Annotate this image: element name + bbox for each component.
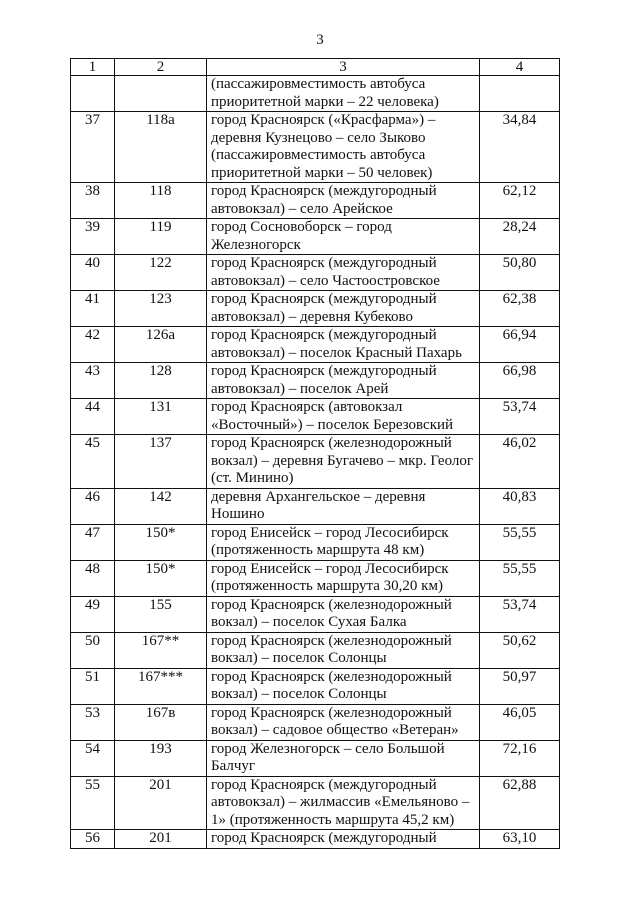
row-number-cell: 51 xyxy=(71,668,115,704)
route-description-line: город Енисейск – город Лесосибирск xyxy=(211,524,449,541)
route-description-line: 1» (протяженность маршрута 45,2 км) xyxy=(211,811,455,828)
value-cell: 53,74 xyxy=(480,596,560,632)
route-description-line: автовокзал) – жилмассив «Емельяново – xyxy=(211,794,470,810)
route-description-line: город Красноярск (железнодорожный xyxy=(211,435,452,451)
route-description-cell xyxy=(207,632,480,668)
value-cell: 40,83 xyxy=(480,488,560,524)
route-number-cell: 123 xyxy=(115,291,207,327)
row-number-cell: 44 xyxy=(71,399,115,435)
route-description-line: (ст. Минино) xyxy=(211,470,294,486)
route-number-cell: 118 xyxy=(115,183,207,219)
route-number-cell: 201 xyxy=(115,830,207,849)
route-description-cell xyxy=(207,327,480,363)
header-cell-3: 3 xyxy=(207,59,480,76)
route-description-cell xyxy=(207,740,480,776)
value-cell: 53,74 xyxy=(480,399,560,435)
route-description-line: приоритетной марки – 50 человек) xyxy=(211,164,433,181)
route-number-cell: 167*** xyxy=(115,668,207,704)
route-description-cell xyxy=(207,291,480,327)
table-row xyxy=(71,435,560,489)
row-number-cell: 48 xyxy=(71,560,115,596)
route-description-line: город Красноярск (железнодорожный xyxy=(211,668,452,685)
value-cell: 28,24 xyxy=(480,219,560,255)
table-row xyxy=(71,632,560,668)
route-description-cell xyxy=(207,112,480,183)
route-description-line: город Енисейск – город Лесосибирск xyxy=(211,560,449,577)
route-number-cell: 201 xyxy=(115,776,207,830)
value-cell: 66,94 xyxy=(480,327,560,363)
route-number-cell: 128 xyxy=(115,363,207,399)
table-row xyxy=(71,327,560,363)
route-description-cell xyxy=(207,219,480,255)
route-description-line: вокзал) – поселок Солонцы xyxy=(211,686,387,702)
table-row xyxy=(71,524,560,560)
value-cell: 63,10 xyxy=(480,830,560,849)
table-row xyxy=(71,291,560,327)
value-cell: 62,12 xyxy=(480,183,560,219)
table-row xyxy=(71,76,560,112)
route-description-line: город Красноярск (междугородный xyxy=(211,255,437,271)
route-description-line: город Красноярск («Красфарма») – xyxy=(211,112,436,128)
route-description-line: город Красноярск (железнодорожный xyxy=(211,704,452,721)
route-description-line: Ношино xyxy=(211,506,265,522)
header-cell-1: 1 xyxy=(71,59,115,76)
row-number-cell: 43 xyxy=(71,363,115,399)
header-row xyxy=(71,59,560,76)
row-number-cell: 41 xyxy=(71,291,115,327)
route-number-cell: 126а xyxy=(115,327,207,363)
header-cell-2: 2 xyxy=(115,59,207,76)
row-number-cell xyxy=(71,76,115,112)
route-description-line: вокзал) – поселок Сухая Балка xyxy=(211,614,407,630)
table-row xyxy=(71,363,560,399)
route-description-line: вокзал) – садовое общество «Ветеран» xyxy=(211,722,459,738)
table-row xyxy=(71,488,560,524)
row-number-cell: 53 xyxy=(71,704,115,740)
value-cell: 46,05 xyxy=(480,704,560,740)
table-row xyxy=(71,830,560,849)
route-description-line: (пассажировместимость автобуса xyxy=(211,76,426,92)
route-description-line: автовокзал) – деревня Кубеково xyxy=(211,308,413,325)
value-cell: 66,98 xyxy=(480,363,560,399)
table-row xyxy=(71,668,560,704)
route-description-line: город Красноярск (автовокзал xyxy=(211,399,403,415)
route-description-cell xyxy=(207,830,480,849)
row-number-cell: 49 xyxy=(71,596,115,632)
table-row xyxy=(71,776,560,830)
route-description-cell xyxy=(207,399,480,435)
route-description-line: (протяженность маршрута 48 км) xyxy=(211,542,425,558)
route-description-line: город Сосновоборск – город xyxy=(211,219,392,235)
table-row xyxy=(71,219,560,255)
row-number-cell: 38 xyxy=(71,183,115,219)
value-cell: 34,84 xyxy=(480,112,560,183)
route-description-cell xyxy=(207,776,480,830)
route-description-line: автовокзал) – поселок Красный Пахарь xyxy=(211,344,462,361)
route-number-cell: 193 xyxy=(115,740,207,776)
row-number-cell: 46 xyxy=(71,488,115,524)
route-description-line: (пассажировместимость автобуса xyxy=(211,147,426,163)
value-cell: 50,97 xyxy=(480,668,560,704)
route-number-cell: 137 xyxy=(115,435,207,489)
route-number-cell: 131 xyxy=(115,399,207,435)
route-description-line: автовокзал) – село Арейское xyxy=(211,200,393,217)
route-description-line: деревня Архангельское – деревня xyxy=(211,488,426,505)
route-description-line: «Восточный») – поселок Березовский xyxy=(211,416,454,433)
header-cell-4: 4 xyxy=(480,59,560,76)
route-description-cell xyxy=(207,488,480,524)
route-description-cell xyxy=(207,704,480,740)
route-number-cell: 167в xyxy=(115,704,207,740)
route-description-line: (протяженность маршрута 30,20 км) xyxy=(211,578,443,594)
route-number-cell: 122 xyxy=(115,255,207,291)
route-description-cell xyxy=(207,183,480,219)
route-description-cell xyxy=(207,668,480,704)
route-description-cell xyxy=(207,363,480,399)
route-description-cell xyxy=(207,435,480,489)
value-cell: 50,62 xyxy=(480,632,560,668)
route-description-line: город Красноярск (междугородный xyxy=(211,363,437,379)
value-cell: 46,02 xyxy=(480,435,560,489)
route-description-cell xyxy=(207,524,480,560)
route-number-cell: 150* xyxy=(115,524,207,560)
value-cell: 50,80 xyxy=(480,255,560,291)
routes-table xyxy=(70,58,560,849)
route-description-line: вокзал) – поселок Солонцы xyxy=(211,650,387,666)
row-number-cell: 42 xyxy=(71,327,115,363)
route-description-line: город Красноярск (междугородный xyxy=(211,183,437,199)
route-number-cell xyxy=(115,76,207,112)
route-description-line: город Красноярск (междугородный xyxy=(211,291,437,307)
row-number-cell: 40 xyxy=(71,255,115,291)
route-description-line: город Железногорск – село Большой xyxy=(211,740,445,757)
route-description-line: автовокзал) – село Частоостровское xyxy=(211,272,440,289)
table-row xyxy=(71,183,560,219)
route-description-line: город Красноярск (междугородный xyxy=(211,776,437,793)
route-description-line: город Красноярск (железнодорожный xyxy=(211,596,452,613)
route-number-cell: 118а xyxy=(115,112,207,183)
route-description-line: Балчуг xyxy=(211,758,256,774)
row-number-cell: 39 xyxy=(71,219,115,255)
route-description-line: Железногорск xyxy=(211,236,301,253)
route-description-line: автовокзал) – поселок Арей xyxy=(211,380,389,397)
table-row xyxy=(71,255,560,291)
table-row xyxy=(71,112,560,183)
row-number-cell: 37 xyxy=(71,112,115,183)
route-number-cell: 119 xyxy=(115,219,207,255)
route-description-line: город Красноярск (железнодорожный xyxy=(211,632,452,649)
route-number-cell: 150* xyxy=(115,560,207,596)
table-row xyxy=(71,596,560,632)
route-number-cell: 142 xyxy=(115,488,207,524)
value-cell xyxy=(480,76,560,112)
route-number-cell: 155 xyxy=(115,596,207,632)
value-cell: 55,55 xyxy=(480,560,560,596)
value-cell: 62,38 xyxy=(480,291,560,327)
route-description-cell xyxy=(207,255,480,291)
row-number-cell: 45 xyxy=(71,435,115,489)
route-description-line: деревня Кузнецово – село Зыково xyxy=(211,129,426,146)
table-row xyxy=(71,740,560,776)
row-number-cell: 55 xyxy=(71,776,115,830)
route-description-line: вокзал) – деревня Бугачево – мкр. Геолог xyxy=(211,452,474,469)
route-description-line: приоритетной марки – 22 человека) xyxy=(211,93,439,110)
row-number-cell: 54 xyxy=(71,740,115,776)
route-description-line: город Красноярск (междугородный xyxy=(211,327,437,343)
value-cell: 72,16 xyxy=(480,740,560,776)
route-description-cell xyxy=(207,596,480,632)
route-description-cell xyxy=(207,560,480,596)
row-number-cell: 50 xyxy=(71,632,115,668)
value-cell: 62,88 xyxy=(480,776,560,830)
route-description-line: город Красноярск (междугородный xyxy=(211,830,437,846)
table-row xyxy=(71,560,560,596)
table-row xyxy=(71,399,560,435)
route-description-cell xyxy=(207,76,480,112)
route-number-cell: 167** xyxy=(115,632,207,668)
row-number-cell: 56 xyxy=(71,830,115,849)
table-row xyxy=(71,704,560,740)
row-number-cell: 47 xyxy=(71,524,115,560)
value-cell: 55,55 xyxy=(480,524,560,560)
page-number: 3 xyxy=(316,32,324,48)
